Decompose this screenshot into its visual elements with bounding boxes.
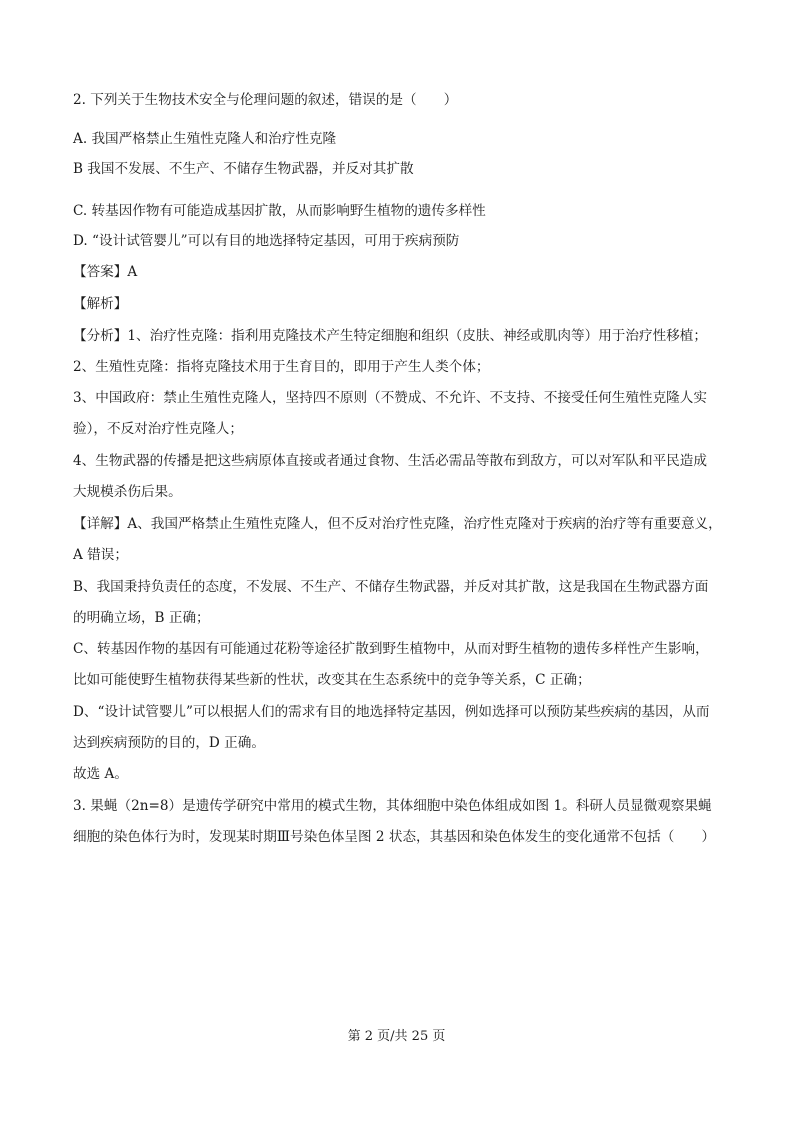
analysis-line: 验），不反对治疗性克隆人； [73, 421, 243, 437]
question-3-line: 细胞的染色体行为时，发现某时期Ⅲ号染色体呈图 2 状态，其基因和染色体发生的变化通常不包括（ ） [73, 829, 716, 845]
option-b: B 我国不发展、不生产、不储存生物武器，并反对其扩散 [73, 161, 414, 177]
detail-line: C、转基因作物的基因有可能通过花粉等途径扩散到野生植物中，从而对野生植物的遗传多样性产生影响， [73, 641, 709, 657]
answer-line: 【答案】A [73, 264, 138, 280]
option-c: C. 转基因作物有可能造成基因扩散，从而影响野生植物的遗传多样性 [73, 203, 486, 219]
page-footer: 第 2 页/共 25 页 [347, 1029, 446, 1044]
detail-line: 达到疾病预防的目的，D 正确。 [73, 735, 265, 751]
detail-line: 比如可能使野生植物获得某些新的性状，改变其在生态系统中的竞争等关系，C 正确； [73, 672, 591, 688]
option-a: A. 我国严格禁止生殖性克隆人和治疗性克隆 [73, 131, 337, 147]
question-2-stem: 2. 下列关于生物技术安全与伦理问题的叙述，错误的是（ ） [73, 92, 458, 108]
analysis-heading: 【解析】 [73, 296, 128, 312]
option-d: D. “设计试管婴儿”可以有目的地选择特定基因，可用于疾病预防 [73, 233, 460, 249]
analysis-line: 大规模杀伤后果。 [73, 484, 182, 500]
detail-line: B、我国秉持负责任的态度，不发展、不生产、不储存生物武器，并反对其扩散，这是我国在生物武器方面 [73, 579, 709, 595]
analysis-line: 4、生物武器的传播是把这些病原体直接或者通过食物、生活必需品等散布到敌方，可以对军队和平民造成 [73, 453, 707, 469]
detail-line: A 错误； [73, 547, 128, 563]
detail-line: 【详解】A、我国严格禁止生殖性克隆人，但不反对治疗性克隆，治疗性克隆对于疾病的治疗等有重要意义， [73, 516, 722, 532]
question-3-line: 3. 果蝇（2n=8）是遗传学研究中常用的模式生物，其体细胞中染色体组成如图 1。科研人员显微观察果蝇 [73, 798, 712, 814]
analysis-line: 2、生殖性克隆：指将克隆技术用于生育目的，即用于产生人类个体； [73, 359, 490, 375]
detail-line: D、“设计试管婴儿”可以根据人们的需求有目的地选择特定基因，例如选择可以预防某些疾病的基因，从而 [73, 704, 710, 720]
final-choice-line: 故选 A。 [73, 766, 128, 782]
analysis-line: 【分析】1、治疗性克隆：指利用克隆技术产生特定细胞和组织（皮肤、神经或肌肉等）用于治疗性移植； [73, 328, 707, 344]
analysis-line: 3、中国政府：禁止生殖性克隆人，坚持四不原则（不赞成、不允许、不支持、不接受任何生殖性克隆人实 [73, 390, 707, 406]
detail-line: 的明确立场，B 正确； [73, 610, 210, 626]
